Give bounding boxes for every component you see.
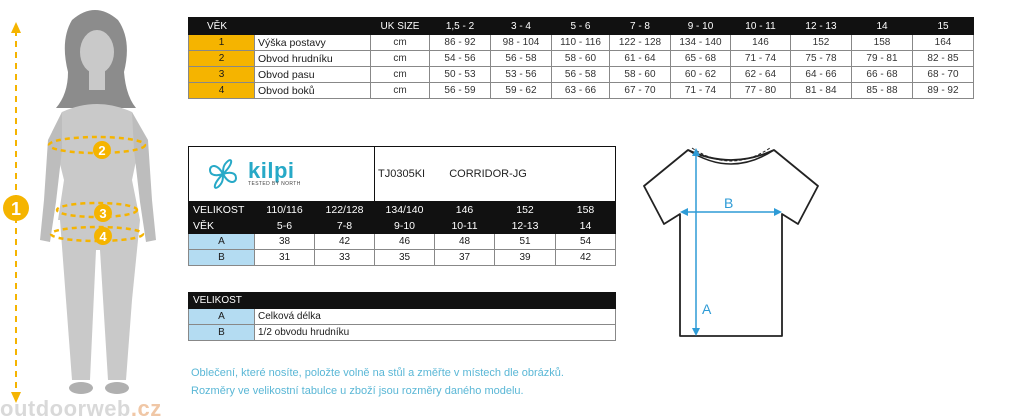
table-row [189, 35, 974, 51]
marker-3: 3 [99, 206, 107, 221]
table-cell: 79 - 81 [852, 51, 913, 67]
product-code: TJ0305KI [378, 168, 426, 180]
shirt-label-b: B [724, 195, 734, 211]
table-cell: 56 - 58 [552, 67, 610, 83]
table-row [189, 250, 616, 266]
table-cell: 66 - 68 [852, 67, 913, 83]
table-cell: 68 - 70 [913, 67, 974, 83]
watermark-main: outdoorweb [0, 396, 131, 420]
row-unit: cm [371, 51, 430, 67]
table-cell: 85 - 88 [852, 83, 913, 99]
table-cell: 51 [495, 234, 556, 250]
note-line: Rozměry ve velikostní tabulce u zboží jsou rozměry daného modelu. [191, 385, 524, 397]
header-cell: UK SIZE [371, 18, 430, 35]
row-index: 4 [189, 83, 255, 99]
header-cell: VĚK [189, 218, 255, 234]
row-unit: cm [371, 83, 430, 99]
shirt-label-a: A [702, 301, 712, 317]
table-cell: 86 - 92 [430, 35, 491, 51]
table-cell: 48 [435, 234, 495, 250]
table-cell: 31 [255, 250, 315, 266]
header-cell: 12 - 13 [791, 18, 852, 35]
tshirt-measurement-diagram [636, 140, 826, 340]
header-cell: 14 [852, 18, 913, 35]
row-label: Obvod hrudníku [255, 51, 371, 67]
table-cell: 158 [852, 35, 913, 51]
table-cell: 122 - 128 [610, 35, 671, 51]
table-row [189, 83, 974, 99]
header-cell: 122/128 [315, 202, 375, 218]
header-cell: 9-10 [375, 218, 435, 234]
measurement-legend-table [188, 292, 616, 341]
table-cell: 134 - 140 [671, 35, 731, 51]
header-cell: 134/140 [375, 202, 435, 218]
header-cell: 5 - 6 [552, 18, 610, 35]
header-cell: 1,5 - 2 [430, 18, 491, 35]
brand-cell [189, 147, 375, 202]
table-cell: 164 [913, 35, 974, 51]
note-line: Oblečení, které nosíte, položte volně na stůl a změřte v místech dle obrázků. [191, 367, 564, 379]
legend-header-row [189, 293, 616, 309]
product-id-cell [375, 147, 616, 202]
table-cell: 98 - 104 [491, 35, 552, 51]
table-row [189, 51, 974, 67]
table-cell: 71 - 74 [671, 83, 731, 99]
marker-4: 4 [99, 229, 107, 244]
table-cell: 65 - 68 [671, 51, 731, 67]
table-row [189, 325, 616, 341]
header-cell: 5-6 [255, 218, 315, 234]
header-cell: 10 - 11 [731, 18, 791, 35]
row-label: Obvod pasu [255, 67, 371, 83]
table-cell: 38 [255, 234, 315, 250]
table-cell: 46 [375, 234, 435, 250]
table-row [189, 67, 974, 83]
kilpi-logo-icon [206, 159, 240, 189]
watermark [0, 396, 162, 420]
table-cell: 60 - 62 [671, 67, 731, 83]
header-cell: 146 [435, 202, 495, 218]
table-cell: 42 [315, 234, 375, 250]
header-cell: 10-11 [435, 218, 495, 234]
row-index: B [189, 325, 255, 341]
header-cell: 7-8 [315, 218, 375, 234]
measurement-notes [191, 364, 661, 400]
header-cell: 7 - 8 [610, 18, 671, 35]
header-cell: 110/116 [255, 202, 315, 218]
table-cell: 33 [315, 250, 375, 266]
brand-name: kilpi [248, 158, 295, 183]
table-cell: 58 - 60 [610, 67, 671, 83]
table-cell: 62 - 64 [731, 67, 791, 83]
table-cell: 35 [375, 250, 435, 266]
table-cell: 67 - 70 [610, 83, 671, 99]
header-cell: 152 [495, 202, 556, 218]
product-name: CORRIDOR-JG [449, 168, 527, 180]
legend-header: VELIKOST [189, 293, 616, 309]
row-unit: cm [371, 67, 430, 83]
row-index: B [189, 250, 255, 266]
marker-1: 1 [10, 199, 22, 219]
header-cell: 3 - 4 [491, 18, 552, 35]
table-cell: 54 - 56 [430, 51, 491, 67]
header-cell: VELIKOST [189, 202, 255, 218]
table-cell: 61 - 64 [610, 51, 671, 67]
body-measurement-figure [0, 0, 175, 420]
header-cell: VĚK [189, 18, 255, 35]
table-cell: 75 - 78 [791, 51, 852, 67]
table-cell: 77 - 80 [731, 83, 791, 99]
table-cell: 53 - 56 [491, 67, 552, 83]
table-cell: 56 - 58 [491, 51, 552, 67]
table-cell: 39 [495, 250, 556, 266]
table-cell: 63 - 66 [552, 83, 610, 99]
table-cell: 56 - 59 [430, 83, 491, 99]
row-label: Obvod boků [255, 83, 371, 99]
row-label: 1/2 obvodu hrudníku [255, 325, 616, 341]
size-chart-header-row [189, 18, 974, 35]
header-cell: 14 [556, 218, 616, 234]
table-cell: 146 [731, 35, 791, 51]
watermark-suffix: .cz [130, 396, 162, 420]
header-cell: 9 - 10 [671, 18, 731, 35]
size-chart-table [188, 17, 974, 99]
row-index: 1 [189, 35, 255, 51]
marker-2: 2 [98, 143, 106, 158]
table-cell: 89 - 92 [913, 83, 974, 99]
table-cell: 42 [556, 250, 616, 266]
table-cell: 58 - 60 [552, 51, 610, 67]
row-index: A [189, 234, 255, 250]
row-label: Výška postavy [255, 35, 371, 51]
table-cell: 59 - 62 [491, 83, 552, 99]
header-cell [255, 18, 371, 35]
table-cell: 37 [435, 250, 495, 266]
table-cell: 50 - 53 [430, 67, 491, 83]
brand-tagline: TESTED BY NORTH [248, 181, 301, 187]
table-cell: 152 [791, 35, 852, 51]
table-cell: 64 - 66 [791, 67, 852, 83]
brand-row [189, 147, 616, 202]
header-cell: 158 [556, 202, 616, 218]
age-header-row [189, 218, 616, 234]
row-index: 3 [189, 67, 255, 83]
product-size-table [188, 146, 616, 266]
header-cell: 12-13 [495, 218, 556, 234]
row-index: A [189, 309, 255, 325]
table-cell: 82 - 85 [913, 51, 974, 67]
row-unit: cm [371, 35, 430, 51]
table-cell: 110 - 116 [552, 35, 610, 51]
brand-logo [192, 159, 371, 189]
row-label: Celková délka [255, 309, 616, 325]
table-row [189, 309, 616, 325]
size-header-row [189, 202, 616, 218]
table-cell: 71 - 74 [731, 51, 791, 67]
row-index: 2 [189, 51, 255, 67]
table-cell: 81 - 84 [791, 83, 852, 99]
table-row [189, 234, 616, 250]
table-cell: 54 [556, 234, 616, 250]
header-cell: 15 [913, 18, 974, 35]
